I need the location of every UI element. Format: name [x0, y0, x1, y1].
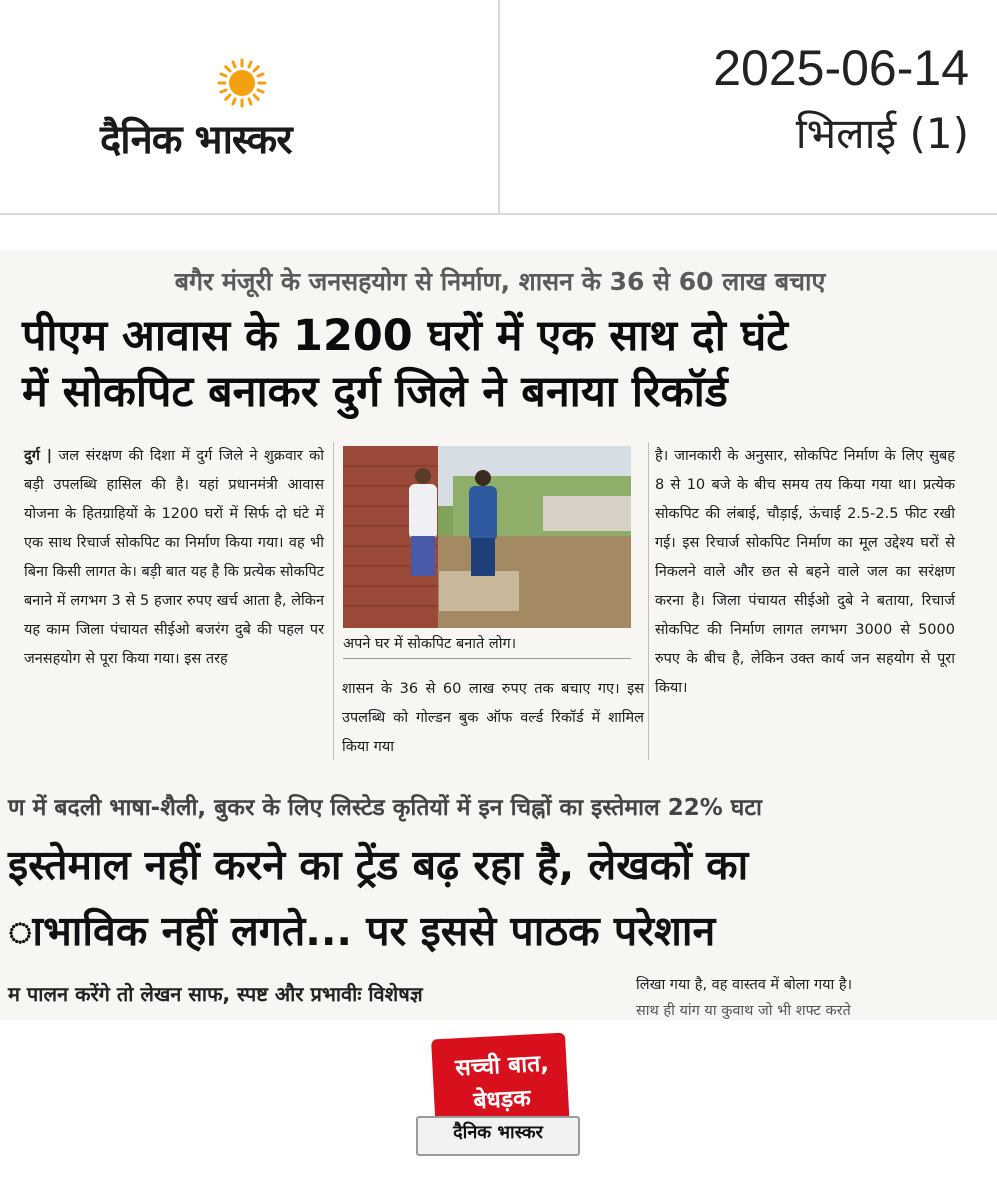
sun-icon: [217, 58, 267, 108]
story-2-column-line-1: लिखा गया है, वह वास्तव में बोला गया है।: [636, 977, 853, 993]
story-column-3: है। जानकारी के अनुसार, सोकपिट निर्माण के लिए सुबह 8 से 10 बजे के बीच समय तय किया गया था। प्रत्येक सोकपिट की लंबाई, चौड़ाई, ऊंचाई 2.5-2.5 फीट रखी गई। इस रिचार्ज सोकपिट निर्माण का मूल उद्देश्य घरों से निकलने वाले और छत से बहने वाले जल का सरंक्षण करना है। जिला पंचायत सीईओ दुबे ने बताया, रिचार्ज सोकपिट की निर्माण लागत लगभग 3000 से 5000 रुपए के बीच है, लेकिन उक्त कार्य जन सहयोग से पूरा किया।: [655, 448, 955, 696]
story-headline: [22, 308, 982, 420]
header-divider: [498, 0, 500, 213]
badge-brand-name: दैनिक भास्कर: [453, 1122, 543, 1143]
story-2-column: [636, 972, 956, 1020]
news-clipping: [0, 250, 997, 1020]
story-column-2: शासन के 36 से 60 लाख रुपए तक बचाए गए। इस उपलब्धि को गोल्डन बुक ऑफ वर्ल्ड रिकॉर्ड में शामिल किया गया: [342, 681, 644, 755]
badge-slogan-line-1: सच्ची बात,: [454, 1050, 550, 1082]
edition-info: [713, 38, 969, 166]
headline-line-1: पीएम आवास के 1200 घरों में एक साथ दो घंटे: [22, 311, 788, 361]
story-2-kicker: ण में बदली भाषा-शैली, बुकर के लिए लिस्टेड कृतियों में इन चिह्नों का इस्तेमाल 22% घटा: [8, 795, 762, 821]
page-header: [0, 0, 997, 215]
story-2-subhead: म पालन करेंगे तो लेखन साफ, स्पष्ट और प्रभावीः विशेषज्ञ: [8, 982, 423, 1006]
column-rule: [648, 442, 649, 760]
story-column-1: [24, 442, 324, 674]
slogan-badge: [412, 1036, 582, 1168]
story-2-headline-line-1: इस्तेमाल नहीं करने का ट्रेंड बढ़ रहा है, लेखकों का: [8, 841, 749, 889]
edition-date: 2025-06-14: [713, 40, 969, 96]
brand-name: दैनिक भास्कर: [100, 117, 292, 163]
column-1-text: जल संरक्षण की दिशा में दुर्ग जिले ने शुक्रवार को बड़ी उपलब्धि हासिल की है। यहां प्रधानमंत्री आवास योजना के हितग्राहियों के 1200 घरों में सिर्फ दो घंटे में एक साथ रिचार्ज सोकपिट का निर्माण किया गया। वह भी बिना किसी लागत के। बड़ी बात यह है कि प्रत्येक सोकपिट बनाने में लगभग 3 से 5 हजार रुपए खर्च आता है, लेकिन यह काम जिला पंचायत सीईओ बजरंग दुबे की पहल पर जनसहयोग से पूरा किया गया। इस तरह: [24, 448, 325, 667]
story-photo: [343, 446, 631, 628]
story-2-headline-line-2: ाभाविक नहीं लगते... पर इससे पाठक परेशान: [8, 907, 716, 955]
photo-illustration: [343, 446, 631, 628]
column-rule: [333, 442, 334, 760]
dateline: दुर्ग |: [24, 448, 53, 464]
photo-caption: अपने घर में सोकपिट बनाते लोग।: [343, 630, 631, 659]
badge-slogan-line-2: बेधड़क: [472, 1085, 532, 1115]
edition-city: भिलाई (1): [795, 109, 969, 158]
brand-logo: [100, 58, 390, 163]
story-2-column-line-2: साथ ही यांग या कुवाथ जो भी शफ्ट करते: [636, 1003, 851, 1019]
story-kicker: बगैर मंजूरी के जनसहयोग से निर्माण, शासन के 36 से 60 लाख बचाए: [174, 267, 826, 296]
story-2-headline: [8, 832, 997, 964]
headline-line-2: में सोकपिट बनाकर दुर्ग जिले ने बनाया रिकॉर्ड: [22, 367, 728, 417]
